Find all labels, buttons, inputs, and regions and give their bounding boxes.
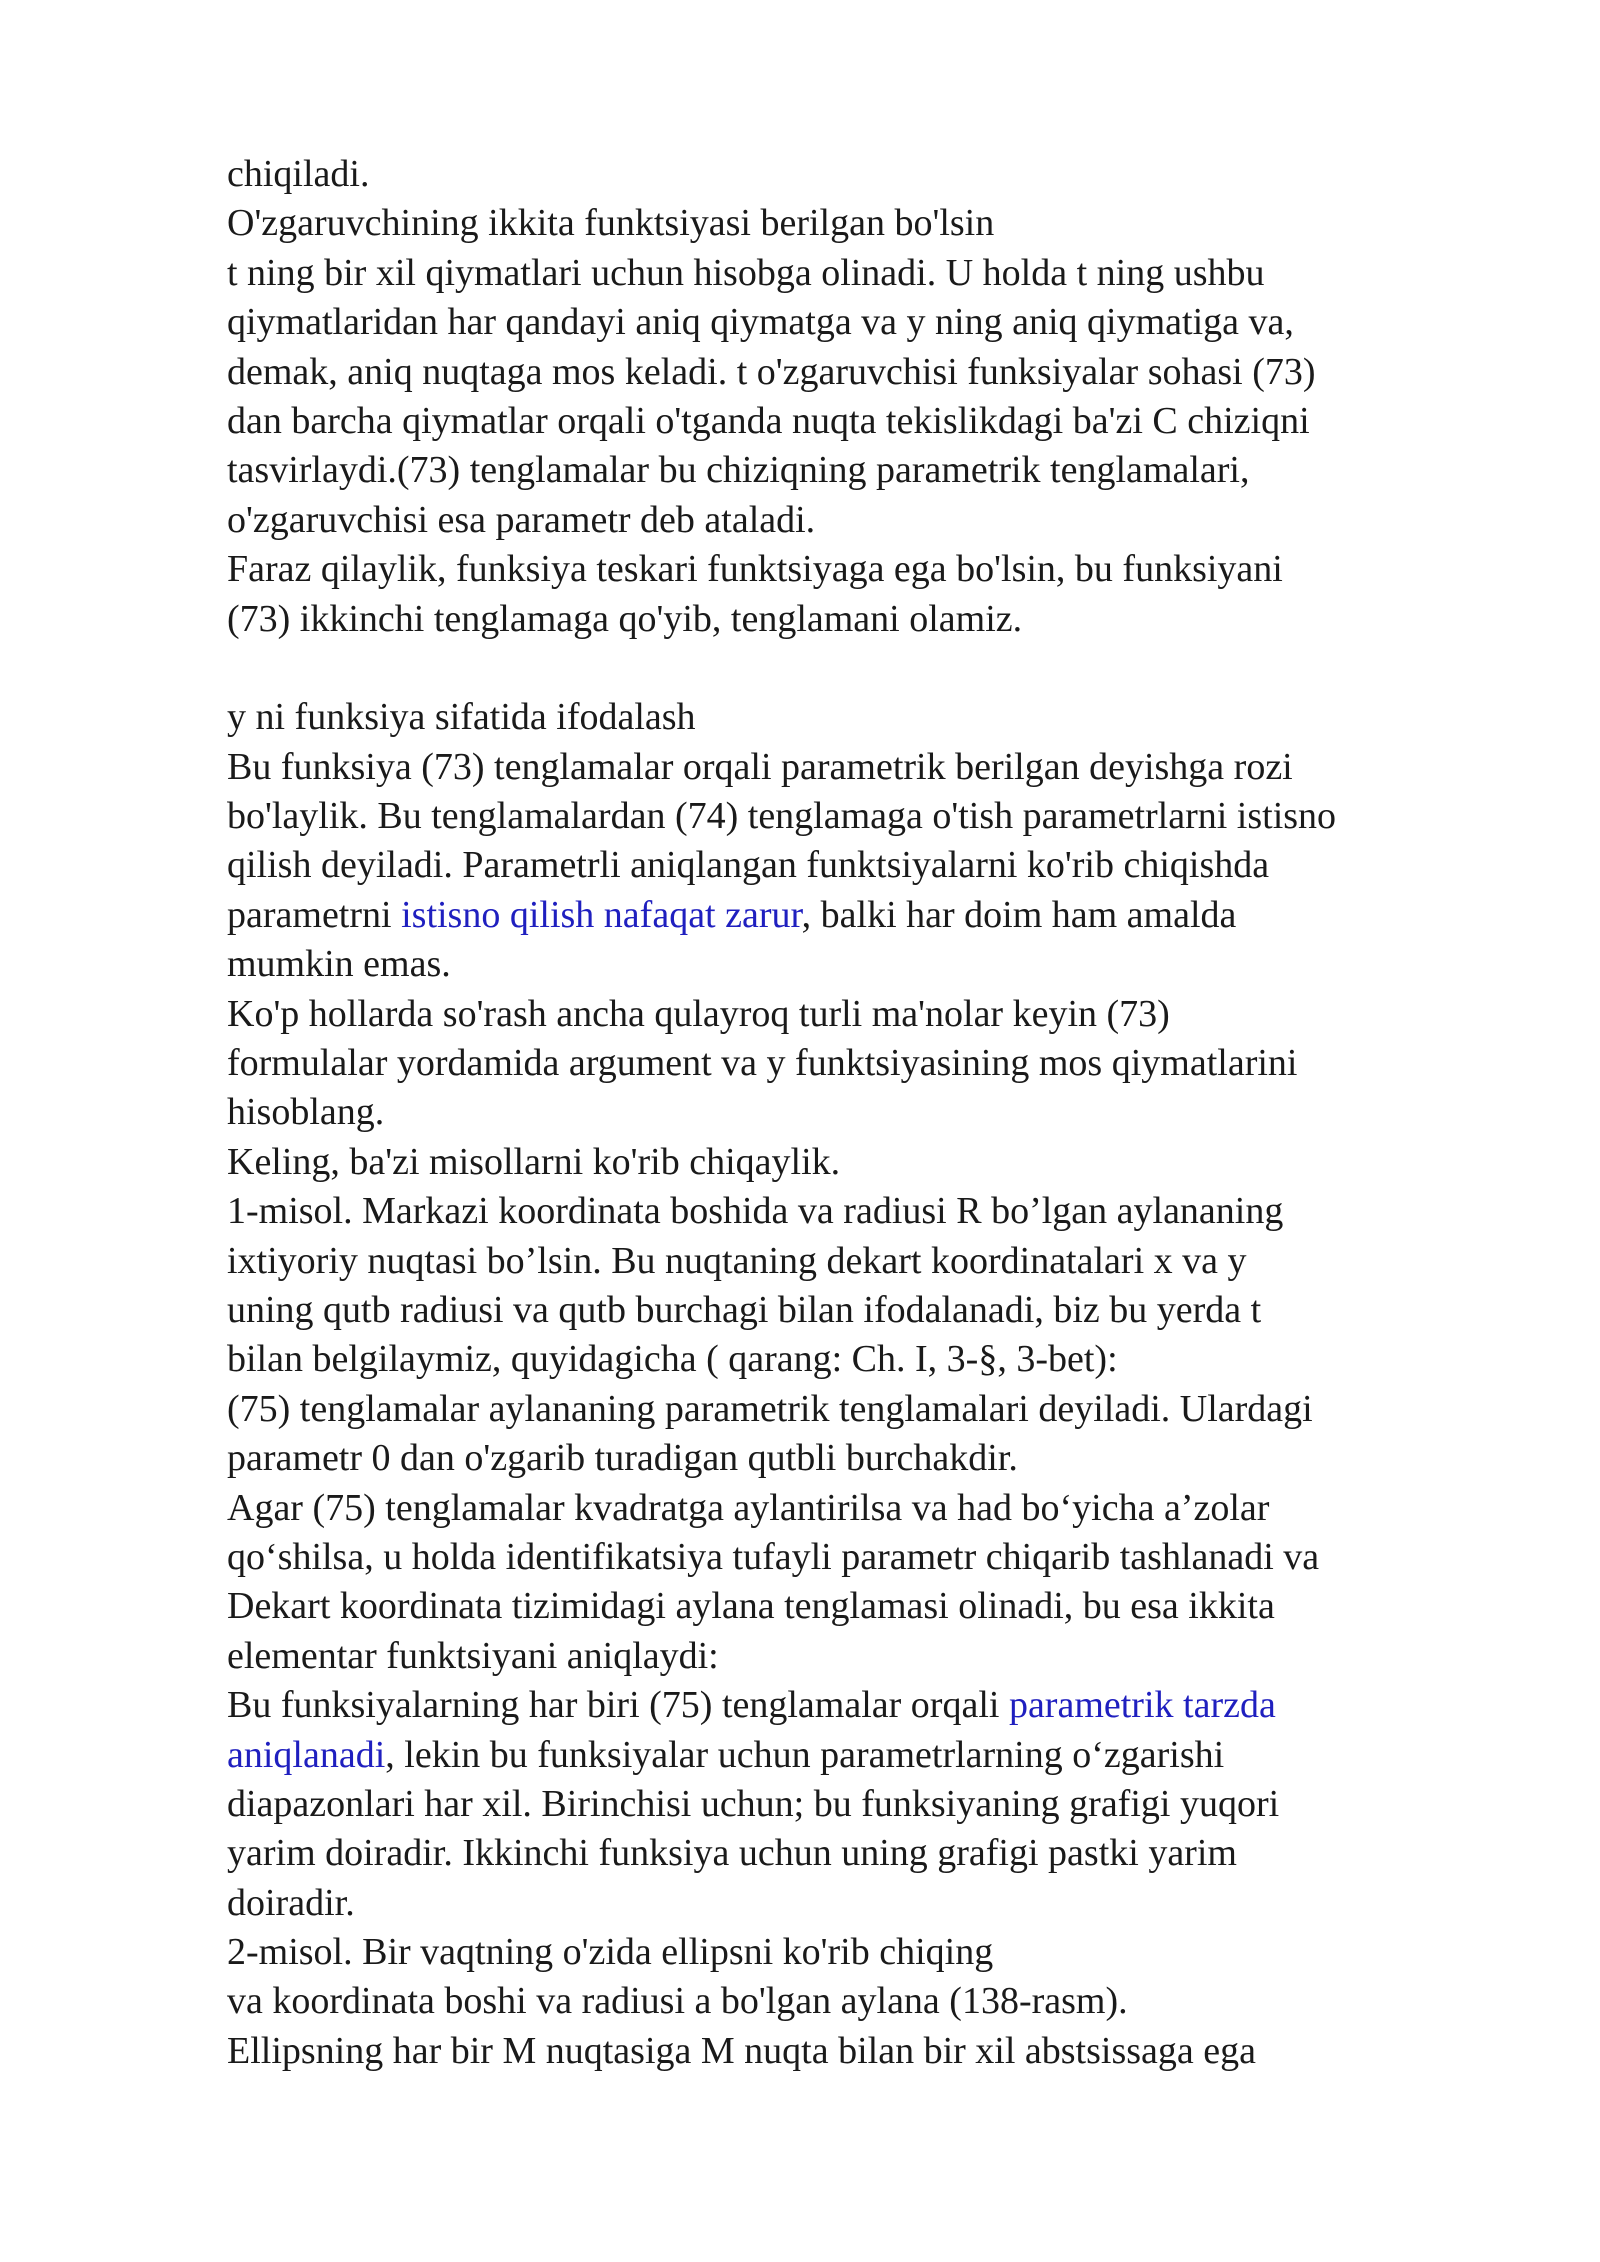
text-line: demak, aniq nuqtaga mos keladi. t o'zgaruvchisi funksiyalar sohasi (73) [227,350,1316,393]
text-line: bo'laylik. Bu tenglamalardan (74) tenglamaga o'tish parametrlarni istisno [227,795,1337,838]
text-line: 1-misol. Markazi koordinata boshida va radiusi R bo’lgan aylananing [227,1190,1284,1233]
text-line: Dekart koordinata tizimidagi aylana tenglamasi olinadi, bu esa ikkita [227,1585,1275,1628]
text-line: mumkin emas. [227,943,451,986]
text-line: o'zgaruvchisi esa parametr deb ataladi. [227,498,816,541]
document-page [227,150,1527,2076]
text-line: bilan belgilaymiz, quyidagicha ( qarang: Ch. I, 3-§, 3-bet): [227,1338,1118,1381]
text-line: y ni funksiya sifatida ifodalash [227,696,696,739]
text-line: Faraz qilaylik, funksiya teskari funktsiyaga ega bo'lsin, bu funksiyani [227,548,1283,591]
text-line: elementar funktsiyani aniqlaydi: [227,1634,719,1677]
text-line: O'zgaruvchining ikkita funktsiyasi berilgan bo'lsin [227,202,995,245]
text-segment: parametrni [227,893,402,936]
text-line: yarim doiradir. Ikkinchi funksiya uchun uning grafigi pastki yarim [227,1832,1237,1875]
text-line: Agar (75) tenglamalar kvadratga aylantirilsa va had bo‘yicha a’zolar [227,1486,1270,1529]
text-line: hisoblang. [227,1091,385,1134]
text-line-with-link [227,1731,1527,1780]
text-line-with-link [227,1681,1527,1730]
text-segment: Bu funksiyalarning har biri (75) tenglamalar orqali [227,1684,1009,1727]
text-line: Ko'p hollarda so'rash ancha qulayroq turli ma'nolar keyin (73) [227,992,1170,1035]
text-line: (75) tenglamalar aylananing parametrik tenglamalari deyiladi. Ulardagi [227,1387,1313,1430]
text-line: (73) ikkinchi tenglamaga qo'yib, tenglamani olamiz. [227,597,1023,640]
text-line: qo‘shilsa, u holda identifikatsiya tufayli parametr chiqarib tashlanadi va [227,1535,1320,1578]
aniqlanadi-link[interactable]: aniqlanadi [227,1733,386,1776]
text-line-with-link [227,891,1527,940]
text-line: doiradir. [227,1881,355,1924]
text-line: dan barcha qiymatlar orqali o'tganda nuqta tekislikdagi ba'zi C chiziqni [227,399,1310,442]
text-line: t ning bir xil qiymatlari uchun hisobga olinadi. U holda t ning ushbu [227,251,1265,294]
text-line: qilish deyiladi. Parametrli aniqlangan funktsiyalarni ko'rib chiqishda [227,844,1270,887]
text-line: va koordinata boshi va radiusi a bo'lgan aylana (138-rasm). [227,1980,1128,2023]
text-segment: , lekin bu funksiyalar uchun parametrlarning o‘zgarishi [385,1733,1225,1776]
text-line: diapazonlari har xil. Birinchisi uchun; bu funksiyaning grafigi yuqori [227,1782,1280,1825]
parametrik-tarzda-link[interactable]: parametrik tarzda [1008,1684,1276,1727]
text-segment: , balki har doim ham amalda [801,893,1237,936]
text-line: Bu funksiya (73) tenglamalar orqali parametrik berilgan deyishga rozi [227,745,1293,788]
text-line: uning qutb radiusi va qutb burchagi bilan ifodalanadi, biz bu yerda t [227,1288,1262,1331]
paragraph-block-1 [227,150,1527,644]
paragraph-block-4 [227,1780,1527,2076]
istisno-qilish-link[interactable]: istisno qilish nafaqat zarur [401,893,802,936]
text-line: chiqiladi. [227,153,370,195]
text-line: parametr 0 dan o'zgarib turadigan qutbli burchakdir. [227,1437,1018,1480]
text-line: 2-misol. Bir vaqtning o'zida ellipsni ko'rib chiqing [227,1931,994,1974]
text-line: Keling, ba'zi misollarni ko'rib chiqaylik. [227,1140,841,1183]
paragraph-block-2 [227,693,1527,940]
text-line: ixtiyoriy nuqtasi bo’lsin. Bu nuqtaning dekart koordinatalari x va y [227,1239,1247,1282]
text-line: formulalar yordamida argument va y funktsiyasining mos qiymatlarini [227,1042,1298,1085]
paragraph-block-3 [227,940,1527,1780]
text-line: qiymatlaridan har qandayi aniq qiymatga va y ning aniq qiymatiga va, [227,301,1294,344]
text-line: Ellipsning har bir M nuqtasiga M nuqta bilan bir xil abstsissaga ega [227,2029,1257,2072]
blank-line [227,644,1527,693]
text-line: tasvirlaydi.(73) tenglamalar bu chiziqning parametrik tenglamalari, [227,449,1250,492]
